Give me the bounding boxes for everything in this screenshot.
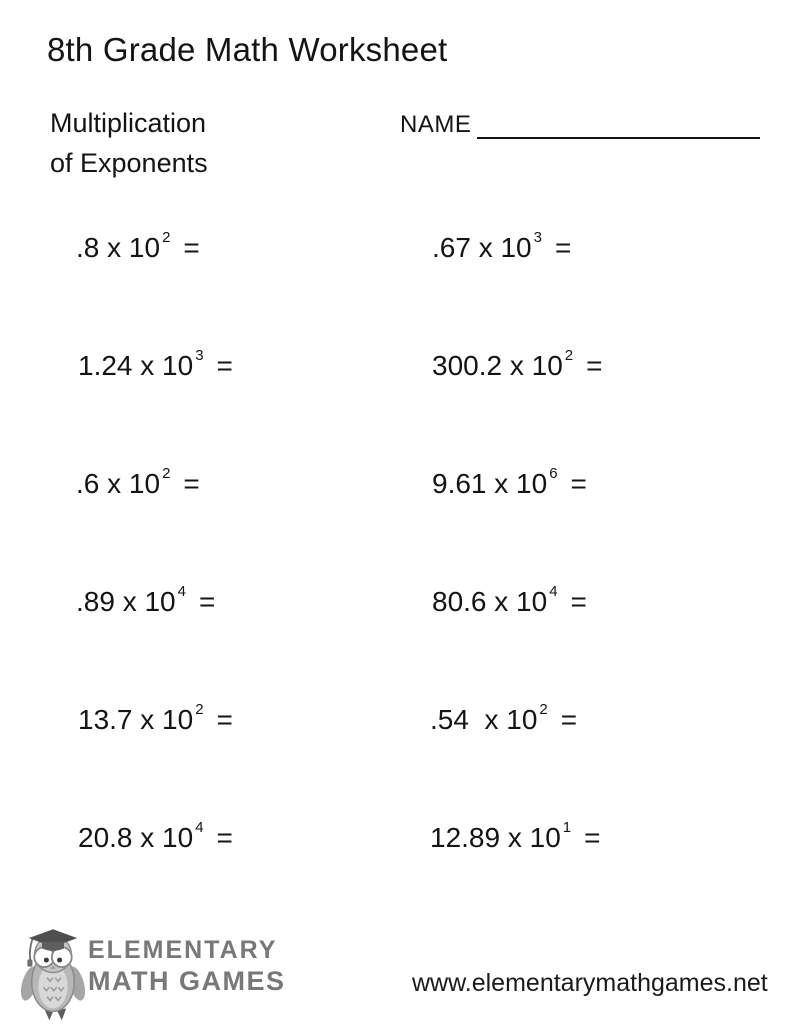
problem-expression: .8 x 10 [76,232,161,263]
problem-cell [432,465,587,500]
problem-cell [78,701,233,736]
exponent: 4 [177,583,186,600]
name-blank-line [477,111,760,139]
page-title: 8th Grade Math Worksheet [47,31,448,68]
exponent: 3 [533,229,542,246]
equals-sign: = [560,704,578,735]
logo-text [88,938,286,995]
exponent: 6 [549,465,558,482]
equals-sign: = [584,822,601,853]
subtitle-line-1: Multiplication [50,108,207,138]
subtitle-line-2: of Exponents [50,148,208,178]
problem-expression: .67 x 10 [432,232,532,263]
exponent: 2 [564,347,574,364]
equals-sign: = [216,704,233,735]
problem-cell [76,465,200,500]
equals-sign: = [216,822,233,853]
problem-expression: .6 x 10 [76,468,161,499]
problem-cell [432,229,572,264]
problem-expression: .54 x 10 [430,704,538,735]
name-field [400,111,760,139]
exponent: 3 [195,347,204,364]
site-url: www.elementarymathgames.net [412,969,768,997]
exponent: 2 [162,229,171,246]
problem-cell [432,347,603,382]
problem-cell [76,229,200,264]
exponent: 2 [162,465,171,482]
worksheet-subtitle [50,103,208,183]
problem-expression: 12.89 x 10 [430,822,561,853]
equals-sign: = [586,350,603,381]
owl-mascot-icon [20,925,86,1023]
problem-expression: 9.61 x 10 [432,468,548,499]
problem-expression: 1.24 x 10 [78,350,194,381]
equals-sign: = [216,350,233,381]
problem-cell [78,347,233,382]
problem-expression: 80.6 x 10 [432,586,548,617]
exponent: 2 [539,701,548,718]
problem-cell [76,583,216,618]
problem-expression: 20.8 x 10 [78,822,194,853]
equals-sign: = [570,586,587,617]
name-label: NAME [400,111,472,138]
problem-expression: 300.2 x 10 [432,350,563,381]
problem-expression: 13.7 x 10 [78,704,194,735]
problem-cell [430,701,578,736]
exponent: 4 [549,583,558,600]
problem-cell [432,583,587,618]
exponent: 1 [562,819,572,836]
equals-sign: = [198,586,216,617]
equals-sign: = [554,232,572,263]
exponent: 4 [195,819,204,836]
logo-text-line1: ELEMENTARY [88,936,278,964]
problem-cell [430,819,601,854]
problem-expression: .89 x 10 [76,586,176,617]
logo-text-line2: MATH GAMES [88,966,286,996]
problem-cell [78,819,233,854]
equals-sign: = [183,232,200,263]
equals-sign: = [570,468,587,499]
equals-sign: = [183,468,200,499]
exponent: 2 [195,701,204,718]
